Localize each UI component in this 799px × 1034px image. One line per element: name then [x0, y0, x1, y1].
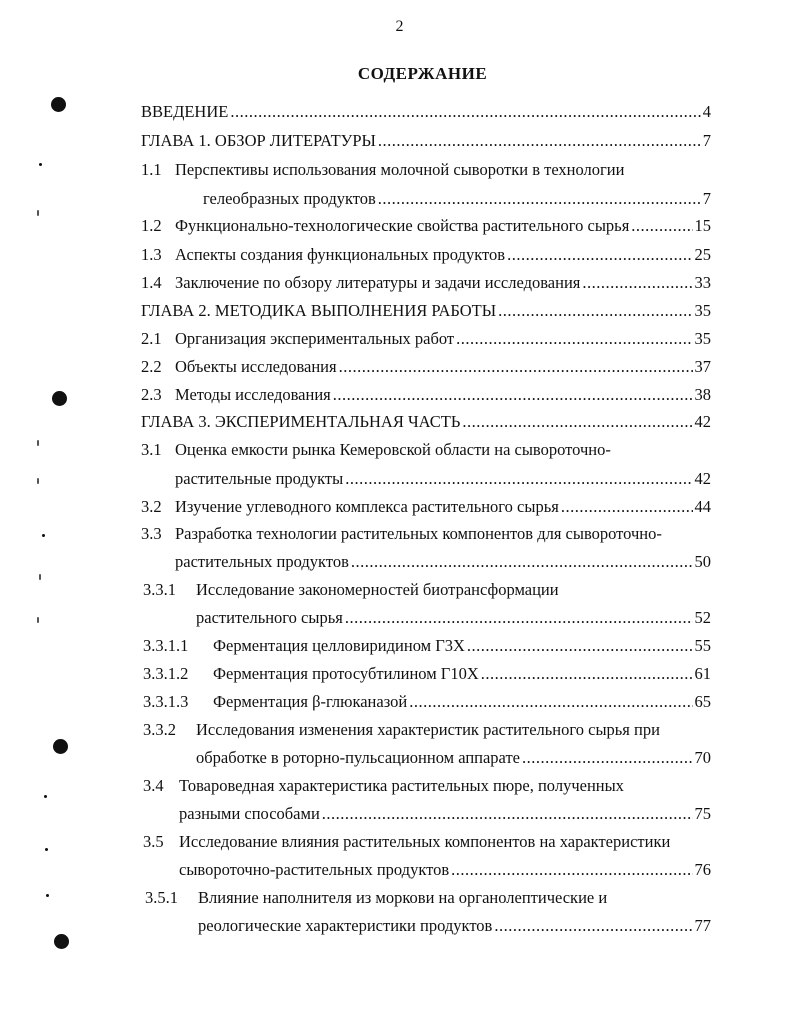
toc-entry-number: 3.2 — [141, 497, 162, 516]
toc-entry-title: Методы исследования — [175, 385, 331, 404]
toc-leader-dots — [522, 748, 693, 768]
toc-entry-number: 3.3.1 — [143, 580, 176, 599]
toc-entry-title-continued: растительные продукты — [175, 469, 344, 488]
toc-entry-number: 3.3.1.1 — [143, 636, 189, 655]
toc-entry-title: Объекты исследования — [175, 357, 337, 376]
toc-entry-number: 1.3 — [141, 245, 162, 264]
toc-leader-dots — [582, 273, 692, 293]
toc-entry-title-continued: гелеобразных продуктов — [203, 189, 376, 208]
toc-entry-title: Перспективы использования молочной сыворотки в технологии — [175, 160, 625, 179]
toc-entry-title: Ферментация протосубтилином Г10Х — [213, 664, 479, 683]
toc-entry-title: Исследование закономерностей биотрансформации — [196, 580, 559, 599]
toc-entry-number: 1.4 — [141, 273, 162, 292]
toc-entry-title: Исследования изменения характеристик растительного сырья при — [196, 720, 660, 739]
toc-leader-dots — [462, 412, 692, 432]
toc-entry-page: 7 — [702, 189, 711, 208]
toc-entry-title: Оценка емкости рынка Кемеровской области на сывороточно- — [175, 440, 611, 459]
toc-entry-page: 75 — [694, 804, 711, 823]
toc-leader-dots — [351, 552, 693, 572]
toc-leader-dots — [451, 860, 692, 880]
toc-entry-page: 38 — [694, 385, 711, 404]
toc-entry-title-continued: сывороточно-растительных продуктов — [179, 860, 450, 879]
toc-entry-title: Ферментация β-глюканазой — [213, 692, 408, 711]
toc-entry-title: Аспекты создания функциональных продуктов — [175, 245, 506, 264]
toc-leader-dots — [333, 385, 693, 405]
toc-leader-dots — [481, 664, 693, 684]
toc-entry-title: Ферментация целловиридином Г3Х — [213, 636, 465, 655]
page-title: СОДЕРЖАНИЕ — [357, 64, 488, 83]
toc-leader-dots — [498, 301, 692, 321]
toc-leader-dots — [378, 189, 701, 209]
toc-entry-number: 3.3.2 — [143, 720, 176, 739]
toc-entry-number: 3.1 — [141, 440, 162, 459]
toc-entry-number: 2.2 — [141, 357, 162, 376]
toc-entry-number: 3.4 — [143, 776, 164, 795]
toc-entry-page: 15 — [694, 216, 711, 235]
toc-leader-dots — [230, 102, 700, 122]
toc-entry-number: 3.3.1.3 — [143, 692, 189, 711]
toc-entry-title-continued: растительного сырья — [196, 608, 343, 627]
toc-entry-title: Разработка технологии растительных компонентов для сывороточно- — [175, 524, 662, 543]
toc-entry-title: Функционально-технологические свойства растительного сырья — [175, 216, 630, 235]
toc-entry-number: 3.3 — [141, 524, 162, 543]
toc-leader-dots — [322, 804, 693, 824]
toc-entry-page: 44 — [694, 497, 711, 516]
toc-entry-title: ВВЕДЕНИЕ — [141, 102, 229, 121]
toc-entry-page: 25 — [694, 245, 711, 264]
toc-entry-title: Изучение углеводного комплекса растительного сырья — [175, 497, 559, 516]
toc-leader-dots — [494, 916, 692, 936]
toc-entry-title-continued: реологические характеристики продуктов — [198, 916, 493, 935]
toc-entry-number: 1.2 — [141, 216, 162, 235]
toc-entry-page: 61 — [694, 664, 711, 683]
toc-leader-dots — [378, 131, 701, 151]
toc-entry-number: 2.1 — [141, 329, 162, 348]
toc-entry-page: 70 — [694, 748, 711, 767]
toc-entry-page: 35 — [694, 301, 711, 320]
toc-entry-page: 77 — [694, 916, 711, 935]
toc-entry-title: Организация экспериментальных работ — [175, 329, 455, 348]
toc-entry-page: 55 — [694, 636, 711, 655]
page-number: 2 — [395, 18, 404, 35]
toc-leader-dots — [631, 216, 692, 236]
toc-entry-page: 33 — [694, 273, 711, 292]
toc-leader-dots — [467, 636, 693, 656]
toc-entry-page: 42 — [694, 469, 711, 488]
toc-entry-title-continued: обработке в роторно-пульсационном аппарате — [196, 748, 520, 767]
toc-entry-title: ГЛАВА 2. МЕТОДИКА ВЫПОЛНЕНИЯ РАБОТЫ — [141, 301, 497, 320]
toc-entry-page: 7 — [702, 131, 711, 150]
toc-entry-title-continued: растительных продуктов — [175, 552, 349, 571]
toc-leader-dots — [456, 329, 692, 349]
toc-entry-title: Заключение по обзору литературы и задачи исследования — [175, 273, 581, 292]
toc-leader-dots — [507, 245, 692, 265]
toc-entry-number: 1.1 — [141, 160, 162, 179]
toc-entry-title: Влияние наполнителя из моркови на органолептические и — [198, 888, 608, 907]
toc-entry-number: 3.3.1.2 — [143, 664, 189, 683]
toc-entry-title: Исследование влияния растительных компонентов на характеристики — [179, 832, 671, 851]
toc-entry-number: 3.5.1 — [145, 888, 178, 907]
toc-entry-number: 3.5 — [143, 832, 164, 851]
toc-entry-number: 2.3 — [141, 385, 162, 404]
toc-entry-page: 65 — [694, 692, 711, 711]
toc-entry-title: ГЛАВА 3. ЭКСПЕРИМЕНТАЛЬНАЯ ЧАСТЬ — [141, 412, 461, 431]
toc-leader-dots — [561, 497, 693, 517]
toc-entry-page: 4 — [702, 102, 711, 121]
toc-entry-page: 35 — [694, 329, 711, 348]
toc-entry-title: Товароведная характеристика растительных пюре, полученных — [179, 776, 624, 795]
toc-leader-dots — [409, 692, 692, 712]
toc-entry-page: 52 — [694, 608, 711, 627]
toc-leader-dots — [345, 469, 692, 489]
toc-leader-dots — [345, 608, 693, 628]
toc-leader-dots — [339, 357, 693, 377]
toc-entry-page: 76 — [694, 860, 711, 879]
toc-entry-title: ГЛАВА 1. ОБЗОР ЛИТЕРАТУРЫ — [141, 131, 376, 150]
toc-entry-title-continued: разными способами — [179, 804, 320, 823]
toc-entry-page: 42 — [694, 412, 711, 431]
toc-entry-page: 50 — [694, 552, 711, 571]
toc-entry-page: 37 — [694, 357, 711, 376]
